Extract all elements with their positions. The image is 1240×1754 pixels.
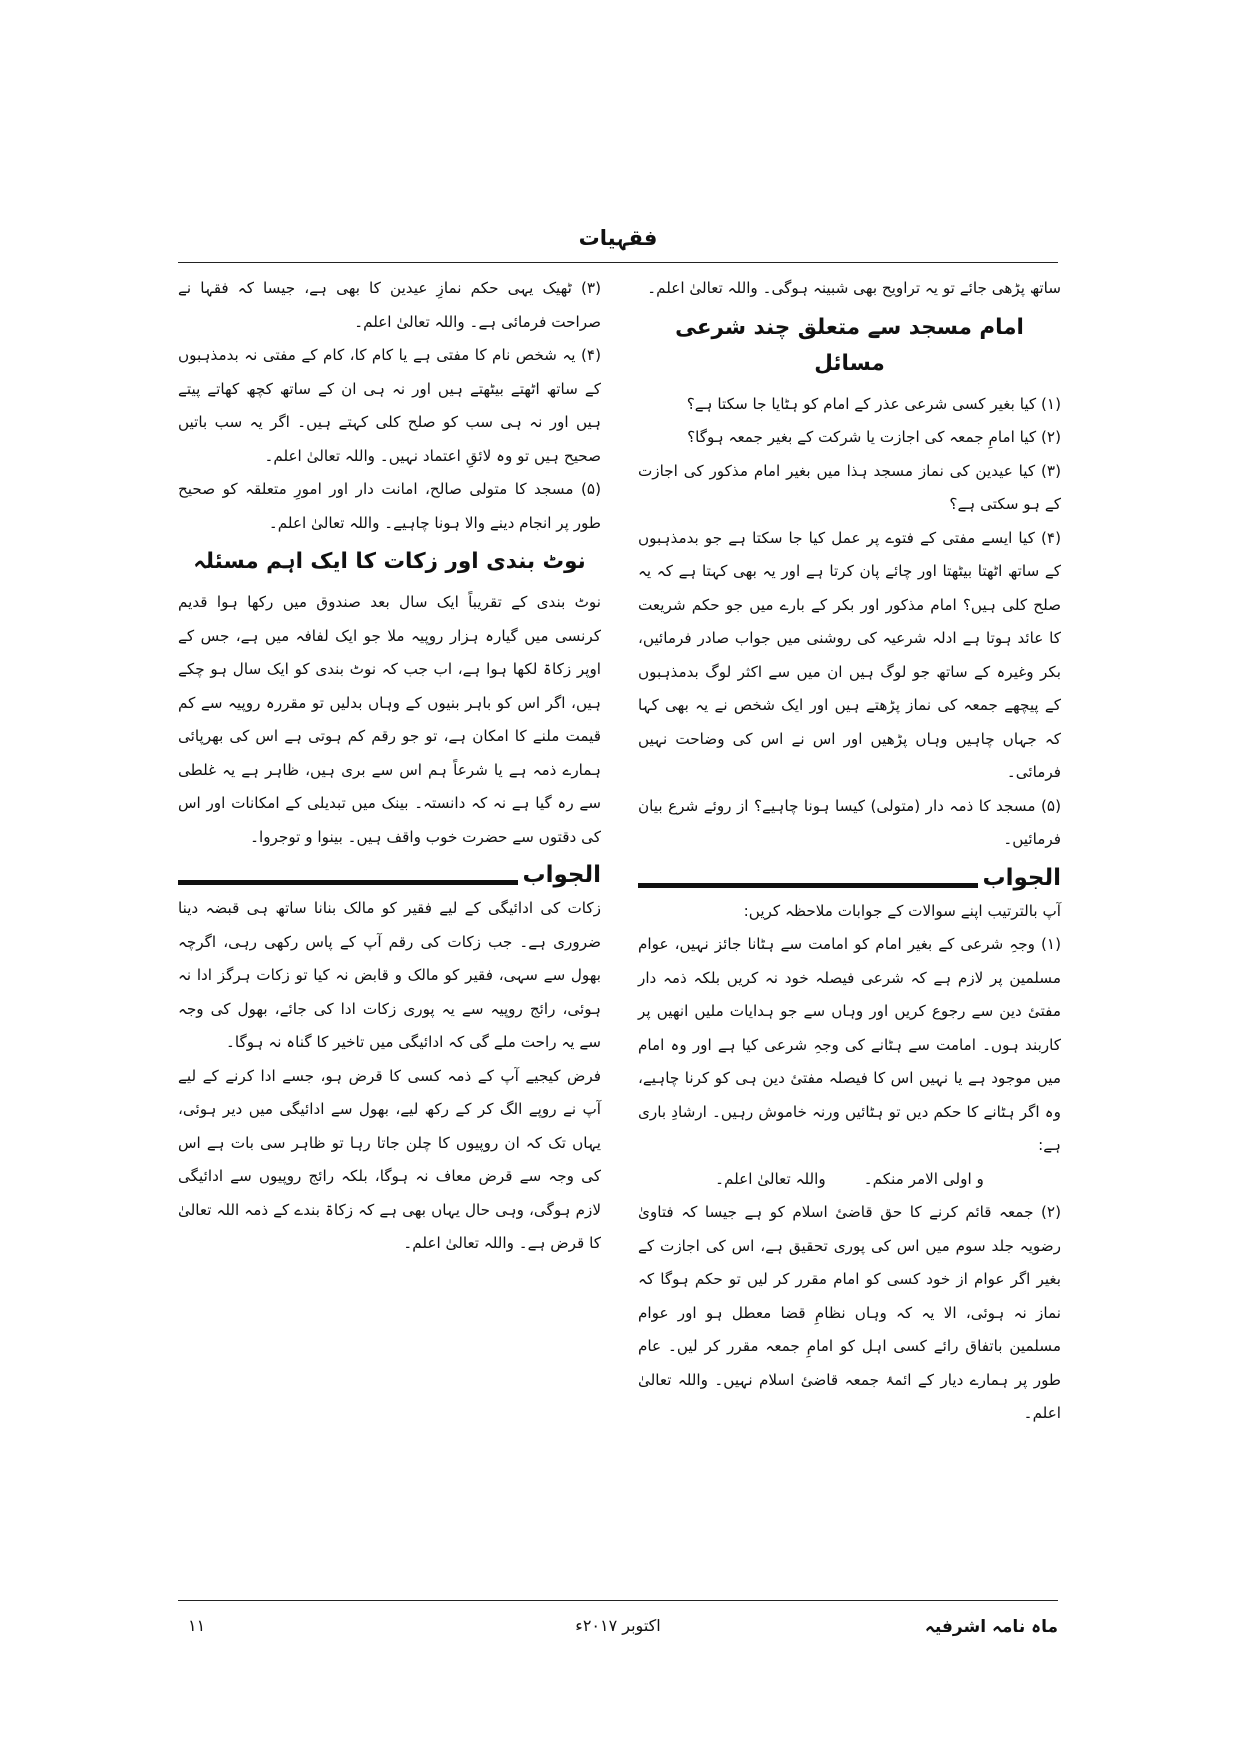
- question-3: (۳) کیا عیدین کی نماز مسجد ہذا میں بغیر امام مذکور کی اجازت کے ہو سکتی ہے؟: [638, 461, 1061, 513]
- question-5: (۵) مسجد کا ذمہ دار (متولی) کیسا ہونا چاہیے؟ از روئے شرع بیان فرمائیں۔: [638, 796, 1061, 848]
- zakat-answer-1: زکات کی ادائیگی کے لیے فقیر کو مالک بنانا ساتھ ہی قبضہ دینا ضروری ہے۔ جب زکات کی رقم آپ کے پاس رکھی رہی، اگرچہ بھول سے سہی، فقیر کو مالک و قابض نہ کیا تو زکات ہرگز ادا نہ ہوئی، رائج روپیہ سے یہ پوری زکات ادا کی جائے، بھول کی وجہ سے یہ راحت ملے گی کہ ادائیگی میں تاخیر کا گناہ نہ ہوگا۔: [178, 899, 601, 1051]
- header-rule: [178, 262, 1058, 263]
- answer-4: (۴) یہ شخص نام کا مفتی ہے یا کام کا، کام کے مفتی نہ بدمذہبوں کے ساتھ اٹھتے بیٹھتے ہیں اور نہ ہی ان کے ساتھ کچھ کھاتے پیتے ہیں اور نہ ہی سب کو صلح کلی کہتے ہیں۔ اگر یہ سب باتیں صحیح ہیں تو وہ لائقِ اعتماد نہیں۔ واللہ تعالیٰ اعلم۔: [178, 346, 601, 465]
- answer-5: (۵) مسجد کا متولی صالح، امانت دار اور امورِ متعلقہ کو صحیح طور پر انجام دینے والا ہونا چاہیے۔ واللہ تعالیٰ اعلم۔: [178, 480, 601, 532]
- answer-title-2: الجواب: [522, 862, 601, 888]
- magazine-name: ماہ نامہ اشرفیہ: [924, 1617, 1058, 1637]
- page-title: فقہیات: [578, 226, 658, 250]
- quote-text: و اولی الامر منکم۔: [863, 1169, 984, 1188]
- answer-heading-2: [178, 860, 601, 890]
- answer-title: الجواب: [982, 864, 1061, 891]
- answer-heading: [638, 863, 1061, 893]
- issue-date: اکتوبر ۲۰۱۷ء: [575, 1616, 661, 1635]
- question-4: (۴) کیا ایسے مفتی کے فتوے پر عمل کیا جا سکتا ہے جو بدمذہبوں کے ساتھ اٹھتا بیٹھتا اور چائے پان کرتا ہے اور یہ بھی کہتا ہے کہ یہ صلح کلی ہیں؟ امام مذکور اور بکر کے بارے میں جو حکم شریعت کا عائد ہوتا ہے ادلہ شرعیہ کی روشنی میں جواب صادر فرمائیں، بکر وغیرہ کے ساتھ جو لوگ ہیں ان میں سے اکثر لوگ بدمذہبوں کے پیچھے جمعہ کی نماز پڑھتے ہیں اور ایک شخص نے یہ بھی کہا کہ جہاں چاہیں وہاں پڑھیں اور اس نے اس کی وضاحت نہیں فرمائی۔: [638, 528, 1061, 781]
- zakat-question: نوٹ بندی کے تقریباً ایک سال بعد صندوق میں رکھا ہوا قدیم کرنسی میں گیارہ ہزار روپیہ ملا جو ایک لفافہ میں ہے، جس کے اوپر زکاۃ لکھا ہوا ہے، اب جب کہ نوٹ بندی کو ایک سال ہو چکے ہیں، اگر اس کو باہر بنیوں کے وہاں بدلیں تو مقررہ روپیہ سے کم قیمت ملنے کا امکان ہے، تو جو رقم کم ہوتی ہے اس کی بھرپائی ہمارے ذمہ ہے یا شرعاً ہم اس سے بری ہیں، ظاہر ہے یہ غلطی سے رہ گیا ہے نہ کہ دانستہ۔ بینک میں تبدیلی کے امکانات اور اس کی دقتوں سے حضرت خوب واقف ہیں۔ بینوا و توجروا۔: [178, 593, 601, 846]
- page-number: ۱۱: [188, 1616, 206, 1635]
- footer-rule: [178, 1600, 1058, 1601]
- left-column: [178, 272, 601, 1261]
- question-2: (۲) کیا امامِ جمعہ کی اجازت یا شرکت کے بغیر جمعہ ہوگا؟: [687, 428, 1061, 446]
- intro-text: ساتھ پڑھی جائے تو یہ تراویح بھی شبینہ ہوگی۔ واللہ تعالیٰ اعلم۔: [647, 279, 1061, 297]
- section-heading-zakat: نوٹ بندی اور زکات کا ایک اہم مسئلہ: [193, 549, 586, 574]
- quran-quote: [638, 1163, 1061, 1197]
- answer-intro: آپ بالترتیب اپنے سوالات کے جوابات ملاحظہ کریں:: [743, 901, 1061, 920]
- answer-2: (۲) جمعہ قائم کرنے کا حق قاضیٔ اسلام کو ہے جیسا کہ فتاویٰ رضویہ جلد سوم میں اس کی پوری تحقیق ہے، اس کی اجازت کے بغیر اگر عوام از خود کسی کو امام مقرر کر لیں تو حکم ہوگا کہ نماز نہ ہوئی، الا یہ کہ وہاں نظامِ قضا معطل ہو اور عوام مسلمین باتفاق رائے کسی اہل کو امامِ جمعہ مقرر کر لیں۔ عام طور پر ہمارے دیار کے ائمۂ جمعہ قاضیٔ اسلام نہیں۔ واللہ تعالیٰ اعلم۔: [638, 1203, 1061, 1422]
- answer-1: (۱) وجہِ شرعی کے بغیر امام کو امامت سے ہٹانا جائز نہیں، عوام مسلمین پر لازم ہے کہ شرعی فیصلہ خود نہ کریں بلکہ ذمہ دار مفتیٔ دین سے رجوع کریں اور وہاں سے جو ہدایات ملیں انھیں پر کاربند ہوں۔ امامت سے ہٹانے کی وجہِ شرعی کیا ہے اور وہ امام میں موجود ہے یا نہیں اس کا فیصلہ مفتیٔ دین ہی کو کرنا چاہیے، وہ اگر ہٹانے کا حکم دیں تو ہٹائیں ورنہ خاموش رہیں۔ ارشادِ باری ہے:: [638, 935, 1061, 1154]
- section-heading-imam: امام مسجد سے متعلق چند شرعی مسائل: [675, 314, 1024, 376]
- right-column: [638, 272, 1061, 1431]
- answer-3: (۳) ٹھیک یہی حکم نمازِ عیدین کا بھی ہے، جیسا کہ فقہا نے صراحت فرمائی ہے۔ واللہ تعالیٰ اعلم۔: [178, 279, 601, 331]
- question-1: (۱) کیا بغیر کسی شرعی عذر کے امام کو ہٹایا جا سکتا ہے؟: [686, 394, 1061, 413]
- quote-end: واللہ تعالیٰ اعلم۔: [715, 1169, 826, 1188]
- page-footer: [178, 1616, 1058, 1646]
- answer-underline: [638, 883, 978, 888]
- answer-underline-2: [178, 880, 518, 885]
- zakat-answer-2: فرض کیجیے آپ کے ذمہ کسی کا قرض ہو، جسے ادا کرنے کے لیے آپ نے روپے الگ کر کے رکھ لیے، بھول سے ادائیگی میں دیر ہوئی، یہاں تک کہ ان روپیوں کا چلن جاتا رہا تو ظاہر سی بات ہے اس کی وجہ سے قرض معاف نہ ہوگا، بلکہ رائج روپیوں سے ادائیگی لازم ہوگی، وہی حال یہاں بھی ہے کہ زکاۃ بندے کے ذمہ اللہ تعالیٰ کا قرض ہے۔ واللہ تعالیٰ اعلم۔: [178, 1066, 601, 1252]
